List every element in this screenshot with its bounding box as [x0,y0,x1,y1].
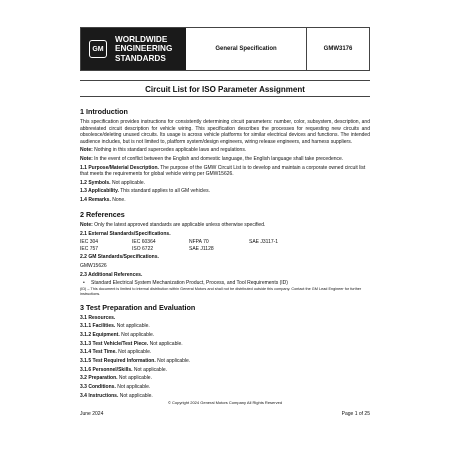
gm-logo: GM [89,40,107,58]
item-text: Not applicable. [119,331,155,338]
note-language [80,156,370,163]
standard-ref: IEC 304 [80,239,99,246]
equipment-item [80,332,370,339]
personnel-item [80,367,370,374]
additional-reference-text: Standard Electrical System Mechanization Product, Process, and Tool Requirements (ID) [91,280,288,287]
applicability-label: 1.3 Applicability. [80,188,119,195]
gm-standard-ref: GMW15626 [80,262,107,269]
page-title: Circuit List for ISO Parameter Assignment [145,85,305,94]
item-text: Not applicable. [115,323,150,330]
item-label: 3.1.3 Test Vehicle/Test Piece. [80,340,149,347]
facilities-item [80,323,370,330]
standard-ref: SAE J3117-1 [249,239,279,246]
item-text: Not applicable. [132,366,167,373]
item-text: Not applicable. [148,340,183,347]
note-label: Note: [80,155,93,162]
references-note [80,222,370,229]
item-text: Not applicable. [155,357,191,364]
purpose-label: 1.1 Purpose/Material Description. [80,164,159,171]
item-label: 3.3 Conditions. [80,384,116,391]
external-standards-heading: 2.1 External Standards/Specifications. [80,230,171,237]
note-text: Only the latest approved standards are applicable unless otherwise specified. [92,221,266,228]
bullet-icon: • [83,280,85,287]
header-brand-text [115,35,172,64]
resources-item [80,315,370,322]
symbols-paragraph [80,180,370,187]
standard-ref: SAE J1128 [189,245,214,252]
item-label: 3.1.1 Facilities. [80,323,116,330]
applicability-paragraph [80,188,370,195]
item-text: Not applicable. [117,375,152,382]
footer-page-number: Page 1 of 25 [341,411,370,417]
applicability-text: This standard applies to all GM vehicles. [118,188,210,195]
additional-references-heading: 2.3 Additional References. [80,271,143,278]
purpose-text: The purpose of the GMW Circuit List is to develop and maintain a corporate owned circuit list that meets the requirements for global vehicle wiring per GMW15626. [80,164,366,178]
spec-type: General Specification [186,28,307,70]
brand-line-2: ENGINEERING [115,44,173,54]
item-label: 3.1.5 Test Required Information. [80,357,156,364]
external-standards-list [80,239,370,252]
note-laws [80,147,370,154]
test-time-item [80,349,370,356]
remarks-paragraph [80,197,370,204]
note-text: Nothing in this standard supercedes applicable laws and regulations. [92,147,247,154]
item-text: Not applicable. [116,349,152,356]
internal-distribution-note: (ID) – This document is limited to internal distribution within General Motors and shall not be distributed outside this company. Contact the GM Lead Engineer for further instructions. [80,286,362,296]
note-label: Note: [80,221,93,228]
item-label: 3.1 Resources. [80,314,116,321]
spec-number: GMW3176 [323,46,353,52]
document-header [80,27,370,71]
standard-ref [249,246,309,253]
standard-ref: IEC 757 [80,245,99,252]
standard-ref: IEC 60364 [132,239,156,246]
conditions-item [80,384,370,391]
note-text: In the event of conflict between the English and domestic language, the English language shall take precedence. [92,155,344,162]
section-1-heading: 1 Introduction [80,107,128,116]
item-text: Not applicable. [115,384,151,391]
item-label: 3.1.6 Personnel/Skills. [80,366,133,373]
footer-copyright: © Copyright 2024 General Motors Company All Rights Reserved [167,400,283,405]
standard-ref: ISO 6722 [132,245,154,252]
test-vehicle-item [80,341,370,348]
item-label: 3.1.2 Equipment. [80,331,120,338]
brand-line-1: WORLDWIDE [115,34,168,44]
intro-paragraph: This specification provides instructions for consistently determining circuit parameters: number, color, subsystem, description, and abbreviated circuit description for vehicle wiring. This specification describes the processes for requesting new circuits and obsolesce/deleting unused circuits. Its usage is across vehicle platforms for similar electrical devices and functions. The intended audience includes, but is not limited to, platform system/design engineers, wiring release engineers, and harness suppliers. [80,119,370,145]
symbols-label: 1.2 Symbols. [80,179,111,186]
header-brand-block [81,28,186,70]
remarks-label: 1.4 Remarks. [80,197,111,204]
item-label: 3.1.4 Test Time. [80,349,117,356]
item-label: 3.2 Preparation. [80,375,118,382]
instructions-item [80,393,370,400]
remarks-text: None. [110,197,126,204]
section-2-heading: 2 References [80,209,125,219]
title-rule-bottom [80,96,370,97]
item-text: Not applicable. [118,392,153,399]
symbols-text: Not applicable. [110,179,146,186]
note-label: Note: [80,147,93,154]
document-body [80,108,370,401]
section-3-heading: 3 Test Preparation and Evaluation [80,302,196,312]
title-rule-top [80,80,370,81]
preparation-item [80,375,370,382]
purpose-paragraph [80,165,370,178]
test-info-item [80,358,370,365]
gm-standards-heading: 2.2 GM Standards/Specifications. [80,254,159,261]
item-label: 3.4 Instructions. [80,392,119,399]
brand-line-3: STANDARDS [115,53,166,63]
footer-date: June 2024 [80,411,104,417]
standard-ref: NFPA 70 [189,239,209,246]
